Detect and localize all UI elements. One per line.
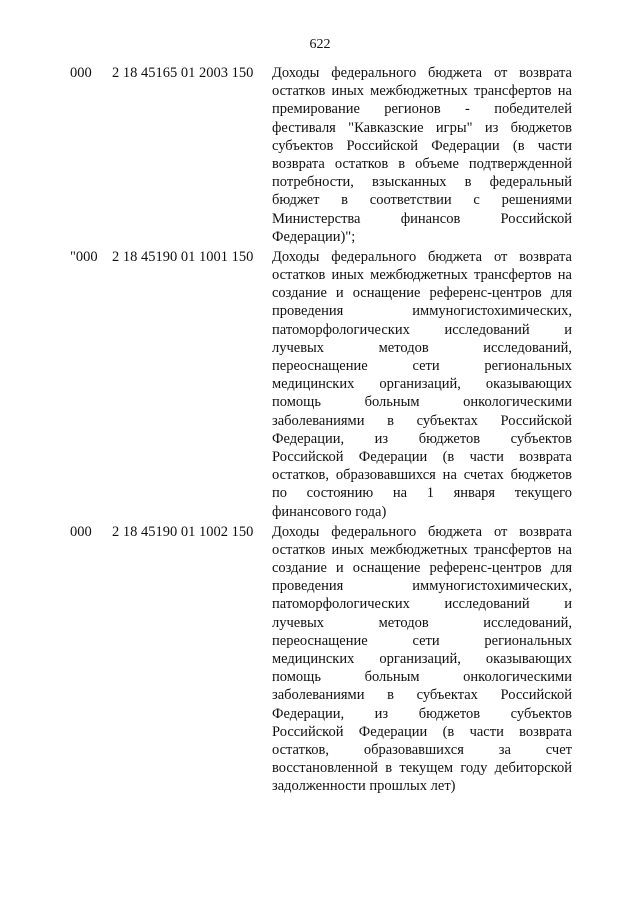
description-line: остатков, образовавшихся на счетах бюджетов [272,467,572,484]
description-line: медицинских организаций, оказывающих [272,651,572,667]
budget-entry [0,248,640,521]
budget-classification-code: 2 18 45165 01 2003 150 [112,65,254,81]
description-line: Федерации, из бюджетов субъектов [272,430,572,447]
description-line: патоморфологических исследований и [272,321,572,338]
description-line: переоснащение сети региональных [272,632,572,649]
description-line: Доходы федерального бюджета от возврата [272,65,572,81]
description-line: патоморфологических исследований и [272,596,572,613]
budget-entry [0,523,640,796]
budget-classification-code: 2 18 45190 01 1001 150 [112,248,254,265]
entry-description [272,523,572,796]
description-line: Доходы федерального бюджета от возврата [272,523,572,540]
budget-entry [0,64,640,246]
description-line: фестиваля "Кавказские игры" из бюджетов [272,119,572,136]
description-line: Министерства финансов Российской [272,210,572,227]
description-line: остатков иных межбюджетных трансфертов на [272,83,572,100]
budget-classification-code: 2 18 45190 01 1002 150 [112,523,254,540]
description-line: премирование регионов - победителей [272,101,572,118]
budget-code-list [0,64,640,798]
description-line: Федерации)"; [272,228,356,245]
page-number: 622 [309,37,331,52]
description-line: проведения иммуногистохимических, [272,578,572,595]
entry-description [272,64,572,246]
description-line: Доходы федерального бюджета от возврата [272,248,572,265]
description-line: остатков иных межбюджетных трансфертов на [272,267,572,284]
description-line: субъектов Российской Федерации (в части [272,137,572,154]
description-line: создание и оснащение референс-центров для [272,560,572,577]
description-line: финансового года) [272,503,387,520]
description-line: потребности, взысканных в федеральный [272,174,572,191]
description-line: помощь больным онкологическими [272,669,572,686]
description-line: остатков иных межбюджетных трансфертов на [272,541,572,558]
description-line: возврата остатков в объеме подтвержденной [272,155,572,172]
description-line: медицинских организаций, оказывающих [272,376,572,393]
description-line: создание и оснащение референс-центров для [272,285,572,302]
description-line: бюджет в соответствии с решениями [272,192,572,209]
description-line: лучевых методов исследований, [272,614,572,631]
description-line: Федерации, из бюджетов субъектов [272,705,572,722]
description-line: остатков, образовавшихся за счет [272,741,572,758]
description-line: заболеваниями в субъектах Российской [272,412,572,429]
description-line: задолженности прошлых лет) [272,778,456,795]
description-line: по состоянию на 1 января текущего [272,485,572,502]
description-line: проведения иммуногистохимических, [272,303,572,320]
description-line: Российской Федерации (в части возврата [272,723,572,740]
admin-code: "000 [70,248,98,265]
description-line: восстановленной в текущем году дебиторской [272,760,572,777]
description-line: помощь больным онкологическими [272,394,572,411]
entry-description [272,248,572,521]
admin-code: 000 [70,65,92,81]
description-line: заболеваниями в субъектах Российской [272,687,572,704]
description-line: Российской Федерации (в части возврата [272,448,572,465]
description-line: переоснащение сети региональных [272,358,572,374]
description-line: лучевых методов исследований, [272,339,572,356]
admin-code: 000 [70,523,92,540]
